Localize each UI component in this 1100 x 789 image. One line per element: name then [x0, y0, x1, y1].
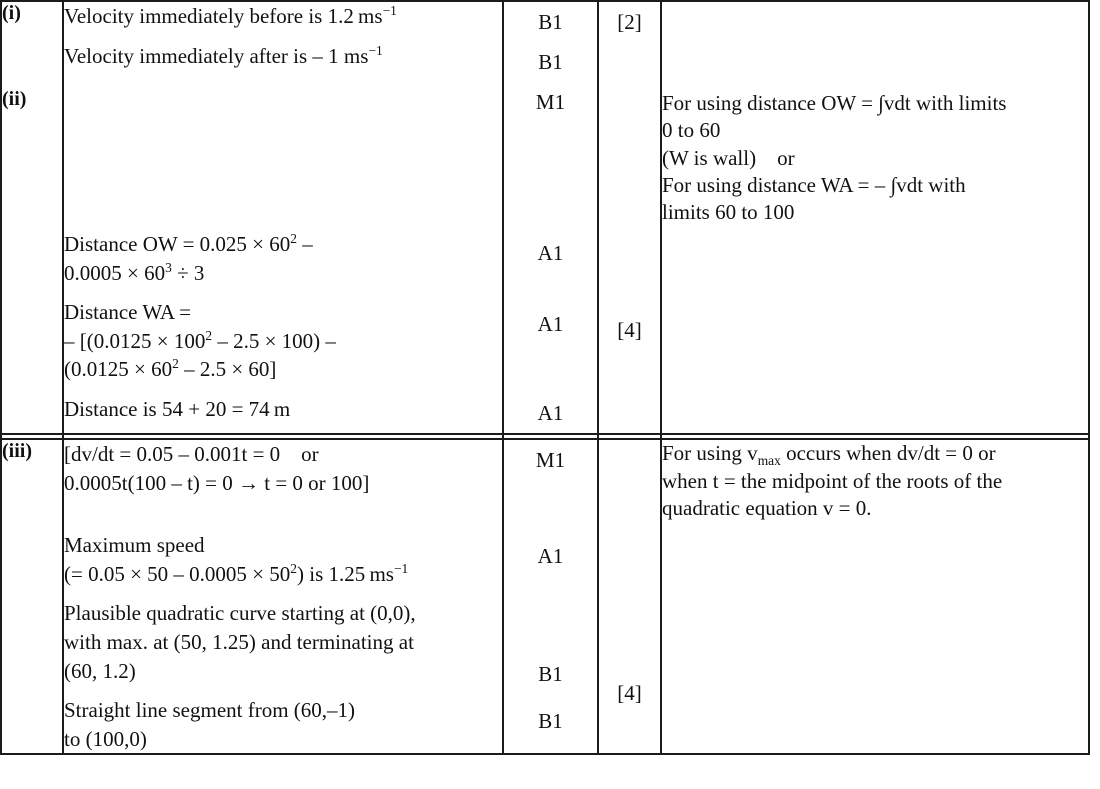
- answer-line: Straight line segment from (60,–1) to (100,0): [64, 698, 356, 751]
- answer-group: [64, 2, 502, 31]
- total-cell-i: [598, 1, 661, 82]
- answer-group: [64, 298, 502, 384]
- comment-line: For using distance OW = ∫vdt with limits 0 to 60 (W is wall) or For using distance WA = – ∫vdt with limits 60 to 100: [662, 91, 1007, 225]
- mark-cell-i: [503, 1, 598, 82]
- mark-code: A1: [537, 240, 564, 265]
- answer-line: Distance OW = $0.025 \times 60^2$ – $0.0005 \times 60^3 \div 3$: [64, 231, 313, 285]
- mark-code: M1: [535, 90, 566, 115]
- answer-line: Plausible quadratic curve starting at (0,0), with max. at (50, 1.25) and terminating at (60, 1.2): [64, 601, 416, 683]
- answer-group: [64, 395, 502, 424]
- answer-line: Velocity immediately before is 1.2 $ms^{-1}$: [64, 3, 397, 28]
- comment-cell-ii: [661, 1, 1089, 434]
- mark-cell-iii: [503, 439, 598, 754]
- mark-code: B1: [538, 662, 563, 687]
- part-label-ii: (ii): [1, 82, 63, 434]
- answer-line: Velocity immediately after is – 1 $ms^{-1}$: [64, 42, 383, 68]
- mark-code: B1: [538, 708, 563, 733]
- rule-segment: [661, 754, 1089, 755]
- answer-group: [64, 440, 502, 497]
- part-label-iii: (iii): [1, 439, 63, 754]
- table-row: [1, 439, 1089, 754]
- mark-code: A1: [537, 400, 564, 425]
- mark-cell-ii: [503, 82, 598, 434]
- answer-group: [64, 230, 502, 287]
- mark-code: A1: [537, 543, 564, 568]
- answer-group: [64, 42, 502, 71]
- answer-cell-i: [63, 1, 503, 82]
- total-marks: [4]: [617, 318, 642, 343]
- mark-code: M1: [535, 448, 566, 473]
- table-row: [1, 1, 1089, 82]
- answer-cell-iii: [63, 439, 503, 754]
- answer-group: [64, 531, 502, 588]
- mark-code: B1: [538, 49, 563, 74]
- mark-code: B1: [538, 10, 563, 34]
- rule-segment: [1, 754, 63, 755]
- table-bottom-frame: [1, 754, 1089, 755]
- total-cell-iii: [598, 439, 661, 754]
- comment-line: For using $v_{max}$ occurs when dv/dt = 0 or when t = the midpoint of the roots of the quadratic equation v = 0.: [662, 441, 1003, 520]
- comment-cell-iii: [661, 439, 1089, 754]
- bottom-rule-row: [1, 754, 1089, 755]
- part-block-iii: [1, 439, 1089, 754]
- answer-group: [64, 599, 502, 685]
- answer-line: Distance WA = – [$(0.0125 \times 100^2 - 2.5 \times 100)$ – $(0.0125 \times 60^2 - 2.5 \times 60]$: [64, 300, 336, 382]
- total-cell-ii: [598, 82, 661, 434]
- total-marks: [2]: [617, 10, 642, 34]
- total-marks: [4]: [617, 681, 642, 706]
- part-label-i: (i): [1, 1, 63, 82]
- part-block-i: [1, 1, 1089, 434]
- rule-segment: [598, 754, 661, 755]
- answer-line: [dv/dt = 0.05 – 0.001t = 0 or 0.0005t(100 – t) = 0 → t = 0 or 100]: [64, 442, 370, 495]
- answer-line: Distance is 54 + 20 = 74 m: [64, 396, 291, 421]
- mark-code: A1: [537, 312, 564, 337]
- answer-group: [64, 696, 502, 753]
- rule-segment: [63, 754, 503, 755]
- answer-cell-ii: [63, 82, 503, 434]
- rule-segment: [503, 754, 598, 755]
- answer-line: Maximum speed (= $0.05 \times 50 - 0.0005 \times 50^2$) is 1.25 $ms^{-1}$: [64, 533, 409, 586]
